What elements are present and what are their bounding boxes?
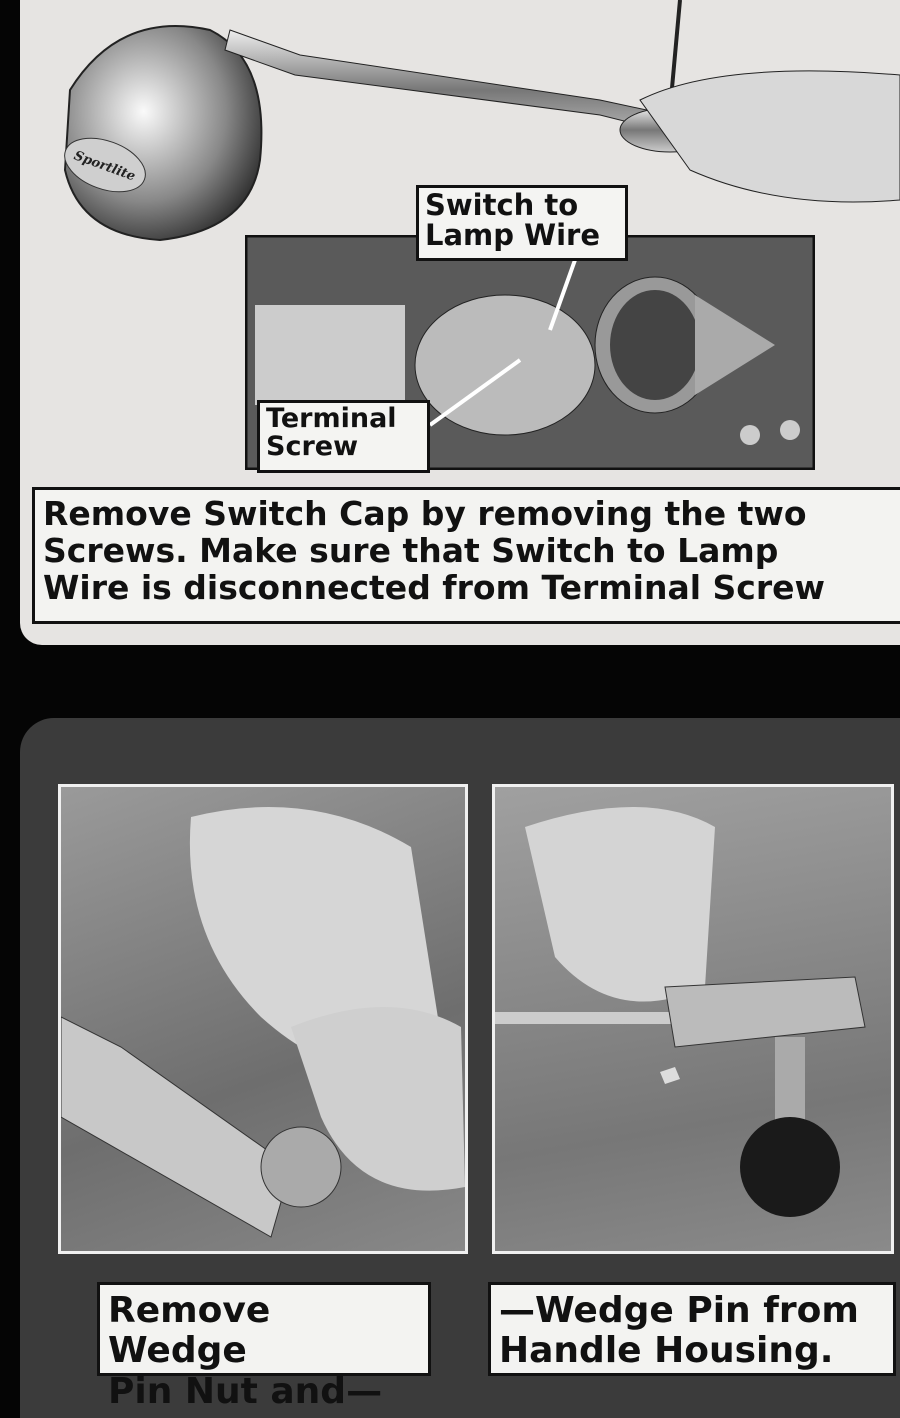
caption-line: Screws. Make sure that Switch to Lamp xyxy=(43,530,779,570)
caption-line: Pin Nut and— xyxy=(108,1370,383,1412)
label-line: Switch to xyxy=(425,188,579,222)
label-line: Screw xyxy=(266,431,359,463)
label-line: Lamp Wire xyxy=(425,218,601,253)
terminal-screw-label xyxy=(257,400,430,473)
left-caption xyxy=(97,1282,431,1412)
lamp-brand-text: Sportlite xyxy=(71,148,138,185)
hand-and-handle-image xyxy=(61,787,465,1251)
caption-line: Remove Switch Cap by removing the two xyxy=(43,494,807,533)
top-caption xyxy=(32,487,900,624)
switch-to-lamp-wire-label xyxy=(416,185,628,261)
caption-line: —Wedge Pin from xyxy=(499,1290,859,1331)
remove-wedge-pin-photo xyxy=(492,784,894,1254)
label-line: Terminal xyxy=(266,403,397,434)
right-caption xyxy=(488,1282,896,1376)
caption-line: Wire is disconnected from Terminal Screw xyxy=(43,567,825,607)
hand-and-housing-image xyxy=(495,787,891,1251)
caption-line: Remove Wedge xyxy=(108,1290,271,1372)
remove-nut-photo xyxy=(58,784,468,1254)
caption-line: Handle Housing. xyxy=(499,1330,834,1372)
